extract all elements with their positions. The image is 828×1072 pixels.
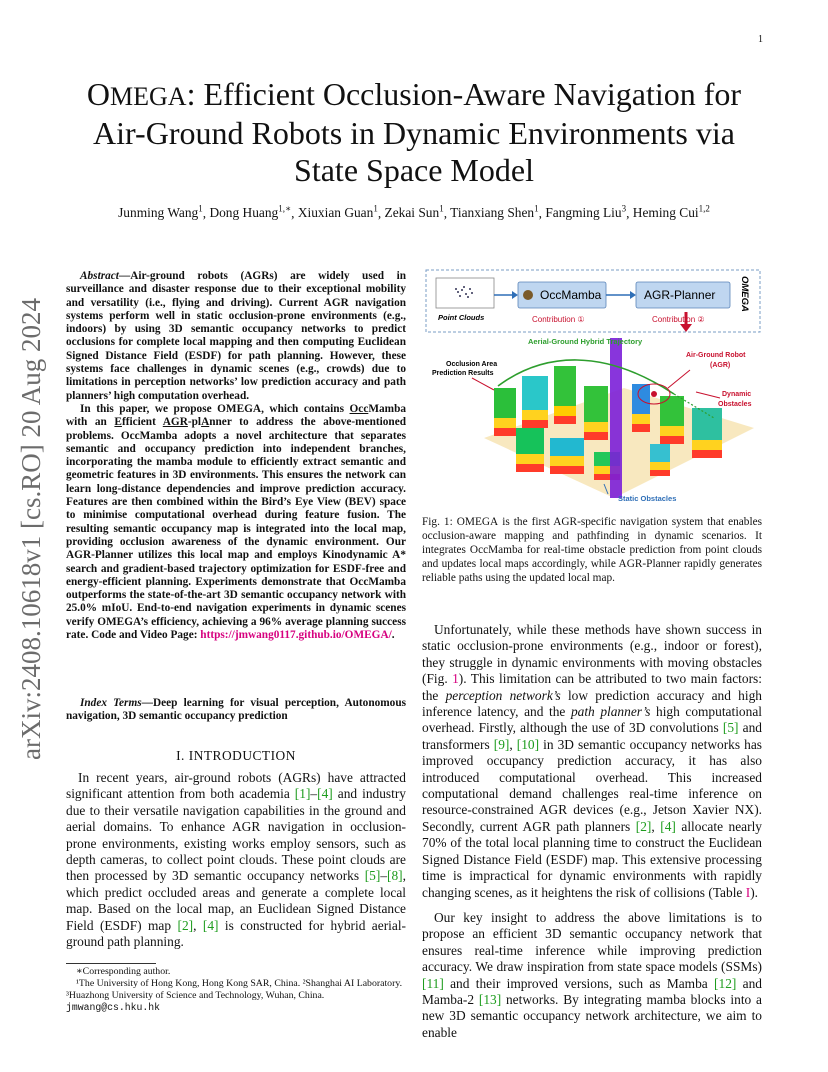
index-terms: Index Terms—Deep learning for visual perception, Autonomous navigation, 3D semantic occupancy prediction bbox=[66, 697, 407, 723]
footnote-affiliations: ¹The University of Hong Kong, Hong Kong SAR, China. ²Shanghai AI Laboratory. ³Huazhong University of Science and Technology, Wuhan, China. bbox=[66, 978, 403, 1001]
omega-side-label: OMEGA bbox=[739, 276, 750, 312]
robot-label-2: (AGR) bbox=[710, 362, 731, 369]
page-number: 1 bbox=[758, 34, 763, 45]
index-terms-label: Index Terms bbox=[80, 697, 142, 709]
occlusion-label-2: Prediction Results bbox=[432, 370, 494, 377]
abstract-paragraph-1: Abstract—Air-ground robots (AGRs) are widely used in surveillance and disaster response due to their exceptional mobility and versatility (i.e., flying and driving). Current AGR navigation systems perform well in static occlusion-prone environments (e.g., indoors) by using 3D semantic occupancy networks to predict occlusions for complete local mapping and then computing Euclidean Signed Distance Field (ESDF) for path planning. However, these systems face challenges in dynamic scenes (e.g., crowds) due to limitations in perception networks’ low prediction accuracy and path planners’ high computation overhead. bbox=[66, 270, 406, 402]
footnote-email: jmwang@cs.hku.hk bbox=[66, 1002, 161, 1013]
footnote-corresponding: ∗Corresponding author. bbox=[76, 966, 171, 977]
robot-label-1: Air-Ground Robot bbox=[686, 352, 746, 359]
citation[interactable]: [13] bbox=[478, 992, 502, 1008]
author: Heming Cui$^{1,2}$ bbox=[632, 204, 710, 221]
contribution-1: Contribution ① bbox=[532, 315, 585, 324]
paper-title bbox=[60, 76, 768, 189]
figure-ref[interactable]: 1 bbox=[452, 671, 459, 687]
occlusion-label-1: Occlusion Area bbox=[446, 361, 498, 368]
right-paragraph-2: Our key insight to address the above limitations is to propose an efficient 3D semantic occupancy network that ensures real-time inference while improving prediction accuracy. We draw inspiration from state space models (SSMs) [11] and their improved versions, such as Mamba [12] and Mamba-2 [13] networks. By integrating mamba blocks into a new 3D semantic occupancy network architecture, we aim to enable bbox=[422, 910, 762, 1040]
abstract-paragraph-2: In this paper, we propose OMEGA, which contains OccMamba with an Efficient AGR-plAnner to address the above-mentioned problems. OccMamba adopts a novel architecture that separates semantic and occupancy prediction into independent branches, incorporating the mamba module to efficiently extract semantic and geometric features in 3D environments. This ensures the network can learn long-distance dependencies and improve prediction accuracy. Features are then combined within the Bird’s Eye View (BEV) space to minimise computational overhead during feature fusion. The resulting semantic occupancy map is integrated into the local map, providing occlusion awareness of the dynamic environment. Our AGR-Planner utilizes this local map and employs Kinodynamic A* search and gradient-based trajectory optimization for ESDF-free and energy-efficient planning. Experiments demonstrate that OccMamba outperforms the state-of-the-art 3D semantic occupancy network with 25.0% mIoU. End-to-end navigation experiments in dynamic scenes verify OMEGA’s efficiency, achieving a 96% average planning success rate. Code and Video Page: https://jmwang0117.github.io/OMEGA/. bbox=[66, 402, 407, 642]
author: Dong Huang$^{1,∗}$ bbox=[209, 204, 292, 221]
title-omega-sc: MEGA bbox=[110, 82, 187, 111]
citation[interactable]: [4] bbox=[202, 917, 219, 933]
contribution-2: Contribution ② bbox=[652, 315, 705, 324]
author-list: Junming Wang$^1$, Dong Huang$^{1,∗}$, Xiuxian Guan$^1$, Zekai Sun$^1$, Tianxiang Shen$^1$, Fangming Liu$^3$, Heming Cui$^{1,2}$ bbox=[118, 204, 710, 221]
citation[interactable]: [5] bbox=[364, 868, 381, 884]
citation[interactable]: [2] bbox=[635, 818, 652, 834]
snake-icon bbox=[523, 290, 533, 300]
citation[interactable]: [10] bbox=[516, 736, 540, 752]
citation[interactable]: [4] bbox=[317, 786, 333, 802]
citation[interactable]: [4] bbox=[660, 818, 676, 834]
citation[interactable]: [1] bbox=[294, 786, 311, 802]
agr-planner-label: AGR-Planner bbox=[644, 288, 716, 302]
author: Junming Wang$^1$ bbox=[118, 204, 203, 221]
trajectory-label: Aerial-Ground Hybrid Trajectory bbox=[528, 337, 643, 346]
footnote-rule bbox=[66, 963, 156, 964]
dynamic-label-2: Obstacles bbox=[718, 401, 752, 408]
citation[interactable]: [12] bbox=[714, 975, 737, 991]
occmamba-label: OccMamba bbox=[540, 288, 602, 302]
citation[interactable]: [2] bbox=[177, 917, 194, 933]
point-cloud-box bbox=[436, 278, 494, 308]
dynamic-label-1: Dynamic bbox=[722, 391, 752, 398]
citation[interactable]: [8] bbox=[387, 868, 403, 884]
title-line-1 bbox=[60, 76, 768, 115]
figure-1-caption: Fig. 1: OMEGA is the first AGR-specific navigation system that enables occlusion-aware mapping and pathfinding in dynamic scenarios. It integrates OccMamba for real-time obstacle prediction from point clouds and updates local maps accordingly, while AGR-Planner rapidly generates reliable paths using the updated local map. bbox=[422, 516, 762, 584]
title-omega-o: O bbox=[86, 76, 111, 112]
figure-1 bbox=[424, 268, 762, 508]
title-line-1-rest: : Efficient Occlusion-Aware Navigation for bbox=[186, 76, 742, 112]
author: Tianxiang Shen$^1$ bbox=[450, 204, 539, 221]
citation[interactable]: [9] bbox=[493, 736, 510, 752]
arxiv-stamp: arXiv:2408.10618v1 [cs.RO] 20 Aug 2024 bbox=[16, 298, 46, 760]
section-heading: I. INTRODUCTION bbox=[176, 748, 296, 763]
abstract bbox=[66, 270, 406, 642]
point-clouds-label: Point Clouds bbox=[438, 313, 485, 322]
robot-icon bbox=[651, 391, 657, 397]
abstract-label: Abstract bbox=[80, 270, 119, 282]
title-line-2: Air-Ground Robots in Dynamic Environments via bbox=[93, 115, 735, 151]
right-paragraph-1: Unfortunately, while these methods have shown success in static occlusion-prone environments (e.g., indoor or forest), they struggle in dynamic environments with moving obstacles (Fig. 1). This limitation can be attributed to two main factors: the perception network’s low prediction accuracy and high inference latency, and the path planner’s high computational overhead. Firstly, although the use of 3D convolutions [5] and transformers [9], [10] in 3D semantic occupancy networks has improved occupancy prediction accuracy, it has also introduced computational overhead. This increased computational demand challenges real-time inference on resource-constrained AGR devices (e.g., Jetson Xavier NX). Secondly, current AGR path planners [2], [4] allocate nearly 70% of the total local planning time to construct the Euclidean Signed Distance Field (ESDF) map. This extensive processing time is impractical for dynamic environments with rapidly changing scenes, as it heightens the risk of collisions (Table I). bbox=[422, 622, 762, 900]
footnotes bbox=[66, 963, 406, 1014]
citation[interactable]: [5] bbox=[722, 720, 739, 736]
author: Fangming Liu$^3$ bbox=[545, 204, 627, 221]
static-obstacles-label: Static Obstacles bbox=[618, 494, 677, 503]
citation[interactable]: [11] bbox=[422, 975, 444, 991]
code-page-link[interactable]: https://jmwang0117.github.io/OMEGA/ bbox=[200, 629, 392, 642]
author: Xiuxian Guan$^1$ bbox=[297, 204, 378, 221]
table-ref[interactable]: I bbox=[745, 884, 751, 900]
author: Zekai Sun$^1$ bbox=[384, 204, 444, 221]
title-line-3: State Space Model bbox=[294, 152, 534, 188]
intro-paragraph: In recent years, air-ground robots (AGRs) have attracted significant attention from both academia [1]–[4] and industry due to their versatile navigation capabilities in the ground and aerial domains. To enhance AGR navigation in occlusion-prone environments, existing works employ sensors, such as depth cameras, to collect point clouds. These point clouds are then processed by 3D semantic occupancy networks [5]–[8], which predict occluded areas and generate a complete local map. Based on the local map, an Euclidean Signed Distance Field (ESDF) map [2], [4] is constructed for hybrid aerial-ground path planning. bbox=[66, 770, 407, 950]
